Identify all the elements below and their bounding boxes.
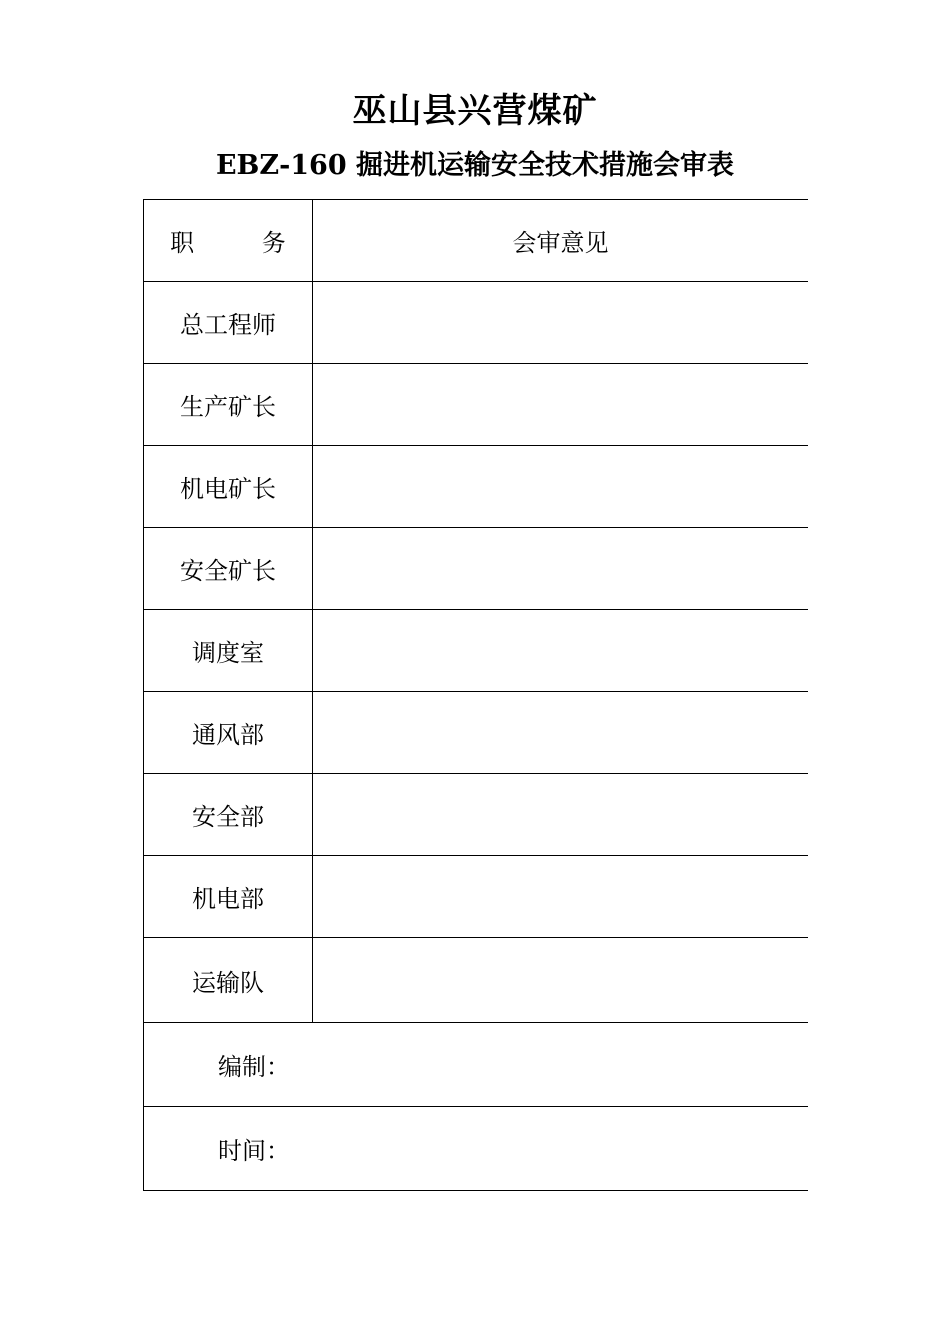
role-cell: 生产矿长: [144, 364, 313, 446]
role-cell: 调度室: [144, 610, 313, 692]
role-cell: 通风部: [144, 692, 313, 774]
opinion-cell[interactable]: [313, 692, 809, 774]
table-row: [144, 938, 809, 1023]
role-cell: 安全矿长: [144, 528, 313, 610]
table-row: [144, 282, 809, 364]
opinion-cell[interactable]: [313, 938, 809, 1023]
opinion-cell[interactable]: [313, 774, 809, 856]
time-label: 时间：: [144, 1107, 809, 1191]
compiled-by-label: 编制：: [144, 1023, 809, 1107]
table-row: [144, 610, 809, 692]
opinion-cell[interactable]: [313, 610, 809, 692]
compiled-by-row: [144, 1023, 809, 1107]
table-header-row: [144, 200, 809, 282]
opinion-cell[interactable]: [313, 856, 809, 938]
document-title: 巫山县兴营煤矿: [352, 91, 598, 131]
opinion-cell[interactable]: [313, 282, 809, 364]
header-opinion: 会审意见: [313, 200, 809, 282]
opinion-cell[interactable]: [313, 528, 809, 610]
opinion-cell[interactable]: [313, 446, 809, 528]
role-cell: 安全部: [144, 774, 313, 856]
review-table: [143, 199, 808, 1191]
role-cell: 运输队: [144, 938, 313, 1023]
table-row: [144, 446, 809, 528]
table-row: [144, 364, 809, 446]
role-cell: 总工程师: [144, 282, 313, 364]
table-row: [144, 856, 809, 938]
table-row: [144, 692, 809, 774]
time-row: [144, 1107, 809, 1191]
header-role: 职 务: [144, 200, 313, 282]
document-subtitle: EBZ-160 掘进机运输安全技术措施会审表: [215, 150, 735, 181]
role-cell: 机电矿长: [144, 446, 313, 528]
opinion-cell[interactable]: [313, 364, 809, 446]
role-cell: 机电部: [144, 856, 313, 938]
table-row: [144, 528, 809, 610]
table-row: [144, 774, 809, 856]
